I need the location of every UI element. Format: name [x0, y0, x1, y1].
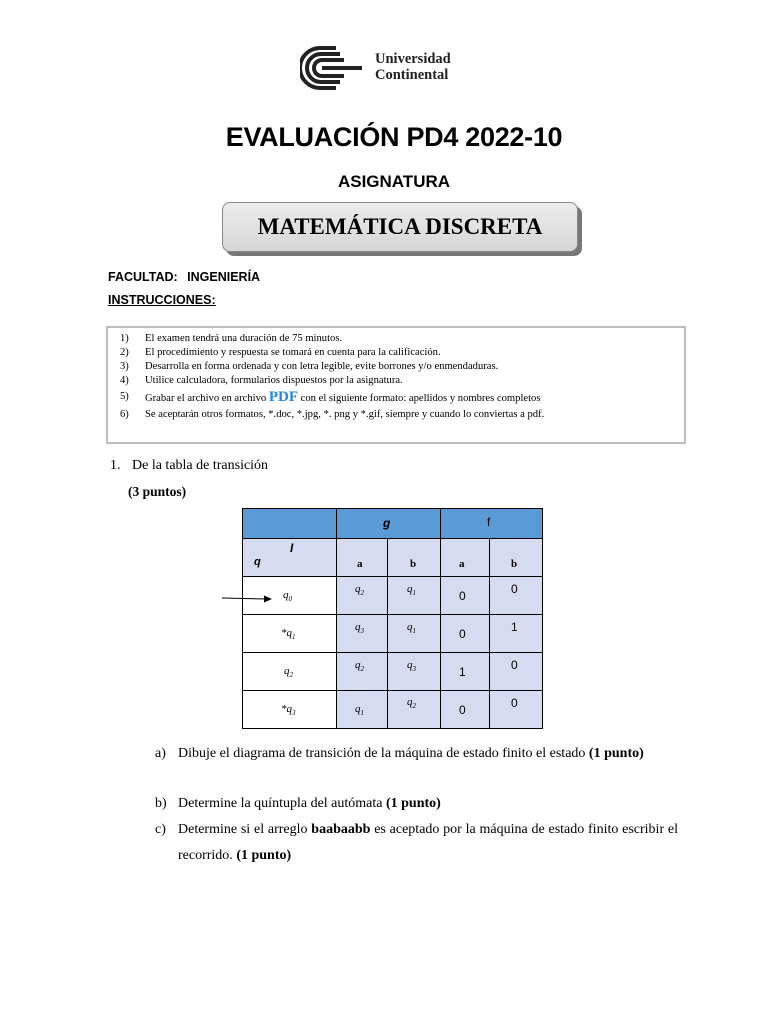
f-a-cell [441, 691, 490, 729]
initial-state-arrow-icon [222, 594, 272, 604]
col-header-cell [441, 539, 490, 577]
col-header-f-b: b [511, 558, 518, 570]
table-subheader-row [243, 539, 543, 577]
instruction-text: El procedimiento y respuesta se tomará en cuenta para la calificación. [145, 347, 441, 358]
university-name-line1: Universidad [375, 51, 451, 67]
header-f: f [487, 515, 491, 529]
state-cell [243, 653, 337, 691]
f-b-cell [490, 691, 543, 729]
instruction-text: Se aceptarán otros formatos, *.doc, *.jpg, *. png y *.gif, siempre y cuando lo conviertas a pdf. [145, 409, 545, 420]
f-a-value: 0 [459, 703, 466, 717]
faculty-line [108, 270, 260, 284]
table-row [243, 653, 543, 691]
subquestion-b [155, 791, 678, 817]
g-a-cell [337, 653, 388, 691]
input-label: I [290, 541, 294, 555]
subquestion-label: a) [155, 746, 166, 761]
pdf-highlight: PDF [268, 389, 299, 405]
instruction-item [120, 374, 544, 388]
header-empty-cell [243, 509, 337, 539]
instruction-text: El examen tendrá una duración de 75 minutos. [145, 333, 343, 344]
col-header-cell [388, 539, 441, 577]
g-b-value: $q_1$ [407, 583, 416, 598]
f-b-value: 1 [511, 620, 518, 634]
instruction-item [120, 332, 544, 346]
instruction-number: 6) [120, 409, 129, 420]
table-row [243, 615, 543, 653]
university-logo-icon [300, 46, 368, 90]
subquestion-a [155, 741, 678, 767]
g-b-cell [388, 653, 441, 691]
table-header-row [243, 509, 543, 539]
instruction-item [120, 388, 544, 408]
subquestion-text: Determine si el arreglo baabaabb es aceptado por la máquina de estado finito escribir el recorrido. (1 punto) [178, 822, 678, 863]
f-a-value: 0 [459, 627, 466, 641]
g-a-value: $q_1$ [355, 703, 364, 718]
state-cell [243, 691, 337, 729]
state-label: q [254, 556, 261, 568]
instruction-number: 4) [120, 375, 129, 386]
g-b-cell [388, 615, 441, 653]
instruction-text: Desarrolla en forma ordenada y con letra legible, evite borrones y/o enmendaduras. [145, 361, 499, 372]
instruction-text: Grabar el archivo en archivo [145, 393, 267, 404]
state-value: $*q_1$ [281, 627, 296, 642]
f-a-cell [441, 615, 490, 653]
g-b-value: $q_2$ [407, 696, 416, 711]
g-a-value: $q_2$ [355, 583, 364, 598]
transition-table [242, 508, 543, 729]
instruction-number: 2) [120, 347, 129, 358]
instruction-number: 1) [120, 333, 129, 344]
g-a-cell [337, 691, 388, 729]
g-a-cell [337, 577, 388, 615]
instruction-number: 5) [120, 391, 129, 402]
subquestion-text: Determine la quíntupla del autómata (1 punto) [178, 796, 441, 811]
g-a-value: $q_3$ [355, 621, 364, 636]
instruction-item [120, 346, 544, 360]
col-header-g-a: a [357, 558, 363, 570]
col-header-cell [490, 539, 543, 577]
university-name-line2: Continental [375, 67, 449, 83]
instruction-text-cont: con el siguiente formato: apellidos y nombres completos [300, 393, 541, 404]
state-value: $*q_3$ [281, 703, 296, 718]
subquestion-c [155, 817, 678, 869]
f-b-value: 0 [511, 696, 518, 710]
faculty-label: FACULTAD: [108, 270, 178, 284]
subquestion-text: Dibuje el diagrama de transición de la máquina de estado finito el estado (1 punto) [178, 746, 644, 761]
col-header-g-b: b [410, 558, 417, 570]
g-a-cell [337, 615, 388, 653]
question-text: De la tabla de transición [132, 458, 269, 473]
subquestion-label: b) [155, 796, 167, 811]
f-a-cell [441, 577, 490, 615]
instructions-list [120, 332, 544, 422]
f-a-cell [441, 653, 490, 691]
instruction-text: Utilice calculadora, formularios dispuestos por la asignatura. [145, 375, 403, 386]
g-b-value: $q_1$ [407, 621, 416, 636]
question-1-points: (3 puntos) [128, 484, 187, 499]
f-b-cell [490, 615, 543, 653]
instruction-item [120, 408, 544, 422]
question-number: 1. [110, 458, 121, 473]
state-input-cell [243, 539, 337, 577]
header-g-cell [337, 509, 441, 539]
f-a-value: 0 [459, 589, 466, 603]
header-f-cell [441, 509, 543, 539]
subquestion-label: c) [155, 822, 166, 837]
f-b-cell [490, 577, 543, 615]
state-value: $q_2$ [284, 665, 293, 680]
question-1 [110, 458, 268, 474]
instructions-label: INSTRUCCIONES: [108, 293, 216, 307]
instructions-box [106, 326, 686, 444]
subquestion-points: (1 punto) [385, 796, 441, 811]
f-b-cell [490, 653, 543, 691]
col-header-cell [337, 539, 388, 577]
state-value: $q_0$ [283, 589, 292, 604]
table-row [243, 577, 543, 615]
g-b-cell [388, 577, 441, 615]
subquestion-points: (1 punto) [588, 746, 644, 761]
g-b-value: $q_3$ [407, 659, 416, 674]
f-b-value: 0 [511, 658, 518, 672]
instruction-number: 3) [120, 361, 129, 372]
input-word: baabaabb [311, 822, 371, 837]
university-logo [300, 46, 475, 90]
subject-label: ASIGNATURA [337, 172, 451, 191]
f-a-value: 1 [459, 665, 466, 679]
course-title: MATEMÁTICA DISCRETA [222, 202, 578, 252]
state-cell [243, 615, 337, 653]
f-b-value: 0 [511, 582, 518, 596]
table-row [243, 691, 543, 729]
g-a-value: $q_2$ [355, 659, 364, 674]
university-name [375, 51, 451, 83]
exam-title: EVALUACIÓN PD4 2022-10 [225, 122, 563, 152]
faculty-value: INGENIERÍA [187, 270, 261, 284]
header-g: g [383, 516, 391, 530]
g-b-cell [388, 691, 441, 729]
col-header-f-a: a [459, 558, 465, 570]
subquestion-points: (1 punto) [236, 848, 292, 863]
instruction-item [120, 360, 544, 374]
